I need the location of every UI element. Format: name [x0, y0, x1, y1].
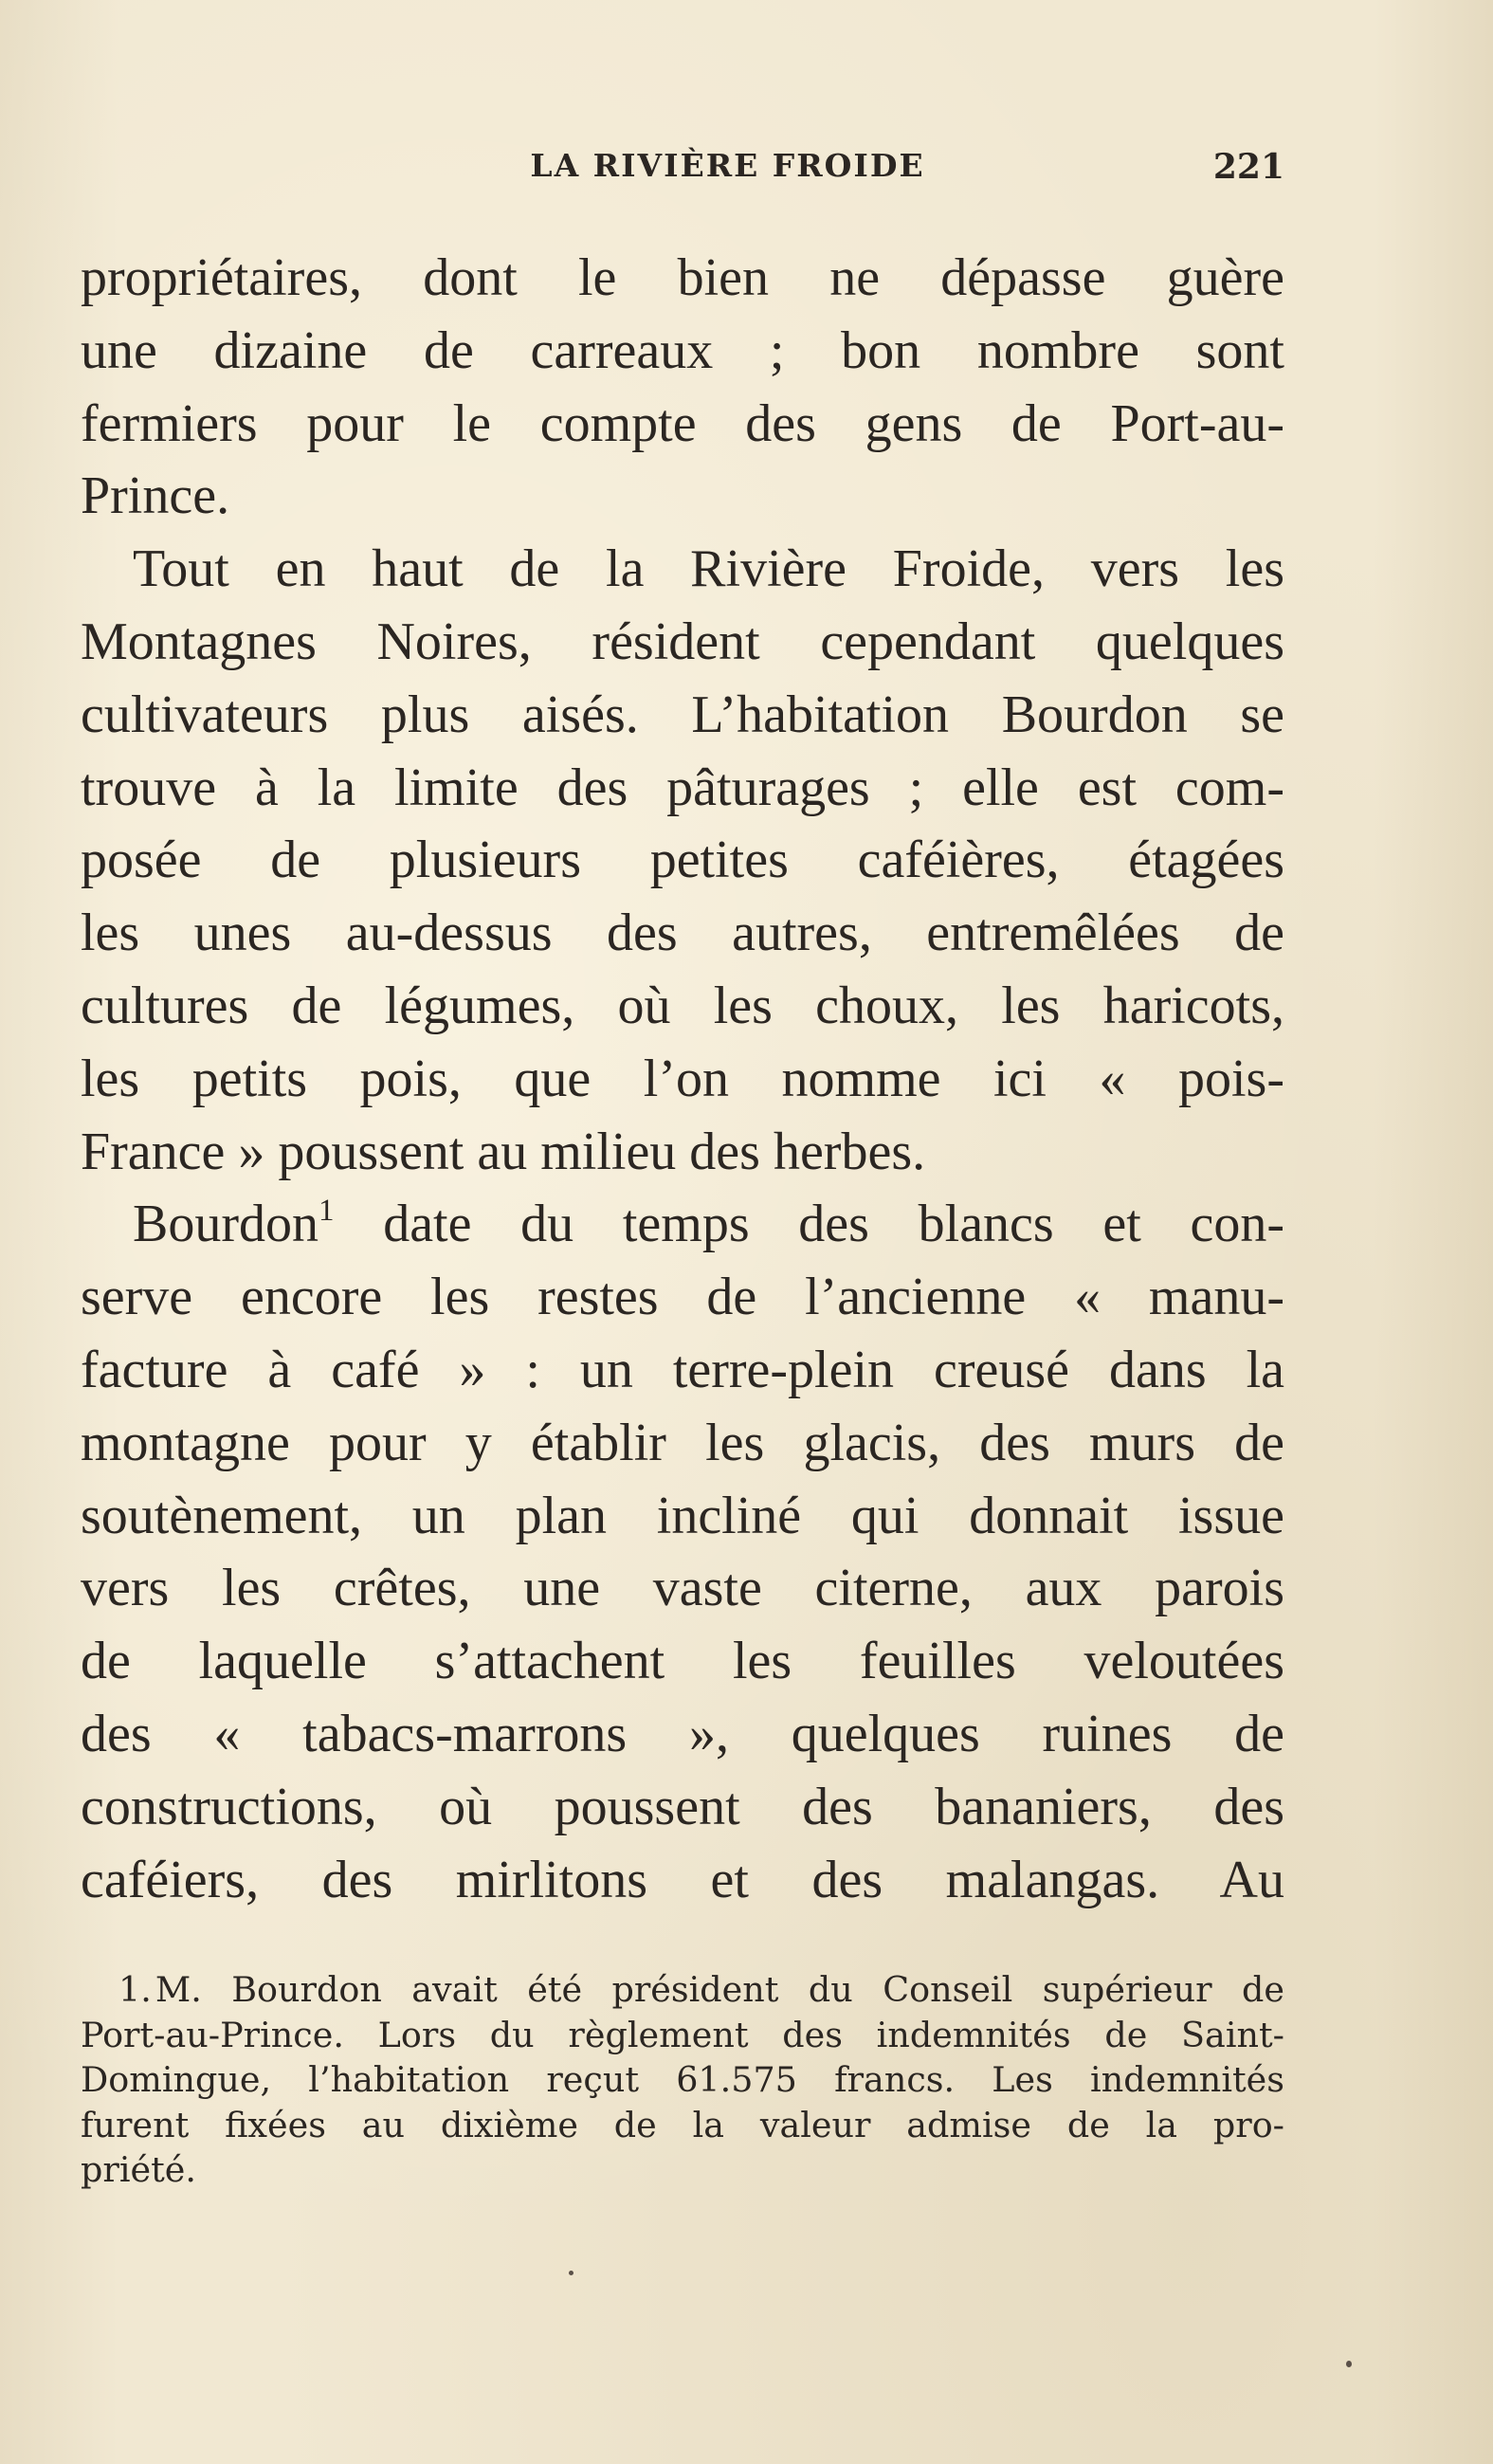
text-line: constructions, où poussent des bananiers, des: [81, 1777, 1284, 1836]
text-line: France » poussent au milieu des herbes.: [81, 1122, 926, 1181]
footnote-line: priété.: [81, 2149, 196, 2190]
footnote-line: Port-au-Prince. Lors du règlement des indemnités de Saint-: [81, 2014, 1284, 2055]
text-line: posée de plusieurs petites caféières, étagées: [81, 830, 1284, 890]
text-line: caféiers, des mirlitons et des malangas. Au: [81, 1850, 1284, 1909]
running-head: [81, 147, 1284, 204]
footnote-text: M. Bourdon avait été président du Conseil supérieur de: [155, 1969, 1284, 2010]
text-line: Montagnes Noires, résident cependant quelques: [81, 611, 1284, 671]
text-line: fermiers pour le compte des gens de Port-au-: [81, 393, 1284, 453]
footnote-marker: 1.: [118, 1969, 152, 2010]
text-line: Prince.: [81, 466, 230, 526]
text-line: Tout en haut de la Rivière Froide, vers les: [133, 539, 1284, 599]
paper-speck: [569, 2271, 574, 2275]
text-line-with-note: [81, 1188, 1284, 1261]
page-number: 221: [1212, 147, 1284, 187]
text-line: une dizaine de carreaux ; bon nombre sont: [81, 320, 1284, 380]
text-line: les unes au-dessus des autres, entremêlées de: [81, 903, 1284, 963]
footnote-line: [81, 1967, 1284, 2013]
paper-speck: [1346, 2361, 1352, 2367]
text-line: serve encore les restes de l’ancienne « manu-: [81, 1268, 1284, 1327]
text-line: de laquelle s’attachent les feuilles veloutées: [81, 1632, 1284, 1691]
text-line: cultivateurs plus aisés. L’habitation Bourdon se: [81, 684, 1284, 744]
running-title: LA RIVIÈRE FROIDE: [530, 147, 925, 184]
footnote-line: furent fixées au dixième de la valeur admise de la pro-: [81, 2104, 1284, 2145]
text-line: trouve à la limite des pâturages ; elle est com-: [81, 757, 1284, 817]
body-text: [81, 242, 1284, 1916]
footnote-line: Domingue, l’habitation reçut 61.575 francs. Les indemnités: [81, 2059, 1284, 2100]
text-line: propriétaires, dont le bien ne dépasse guère: [81, 248, 1284, 307]
text-line: des « tabacs-marrons », quelques ruines de: [81, 1704, 1284, 1763]
footnote: [81, 1967, 1284, 2193]
text-line: facture à café » : un terre-plein creusé dans la: [81, 1340, 1284, 1399]
footnote-reference[interactable]: 1: [319, 1194, 335, 1229]
text-line: cultures de légumes, où les choux, les haricots,: [81, 976, 1284, 1035]
text-line: vers les crêtes, une vaste citerne, aux parois: [81, 1559, 1284, 1618]
text-line-lead: Bourdon: [133, 1195, 319, 1254]
text-line: soutènement, un plan incliné qui donnait issue: [81, 1486, 1284, 1545]
text-line: les petits pois, que l’on nomme ici « pois-: [81, 1049, 1284, 1108]
text-line: montagne pour y établir les glacis, des murs de: [81, 1413, 1284, 1472]
text-line-rest: date du temps des blancs et con-: [383, 1195, 1284, 1254]
